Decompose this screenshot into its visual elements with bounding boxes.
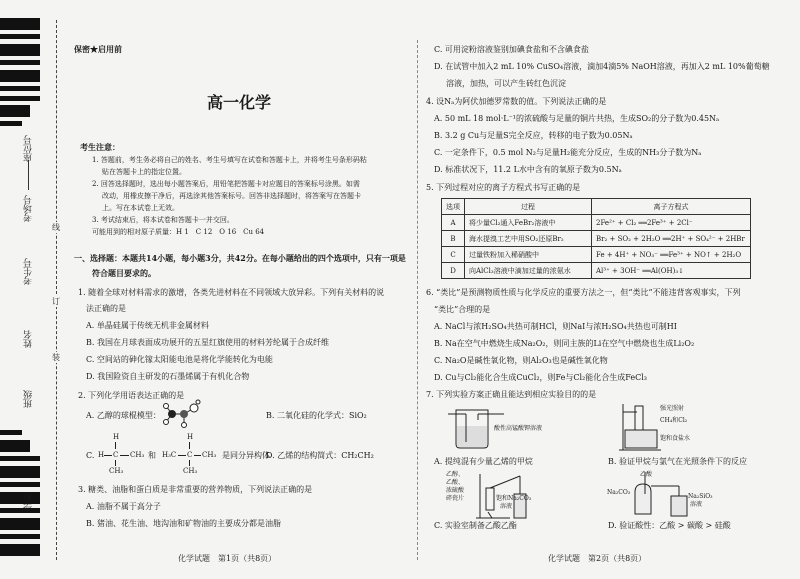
figure-c-label: 乙醇、 xyxy=(446,471,465,478)
table-cell: C xyxy=(442,247,465,263)
struct1-h-left: H xyxy=(98,451,105,459)
struct1-ch3-right: CH₃ xyxy=(130,451,145,459)
room-label: 考场号 xyxy=(24,195,34,222)
struct1-c: C xyxy=(113,451,119,459)
table-cell: 海水提溴工艺中用SO₂还原Br₂ xyxy=(465,231,592,247)
seat-label: 座位号 xyxy=(24,135,34,162)
struct2-c: C xyxy=(187,451,193,459)
q7-stem: 7. 下列实验方案正确且能达到相应实验目的的是 xyxy=(426,390,597,399)
struct2-bonds xyxy=(189,442,190,449)
q2-option-a: A. 乙醇的球棍模型： xyxy=(86,411,161,420)
table-header: 过程 xyxy=(465,199,592,215)
q4-option-b: B. 3.2 g Cu与足量S完全反应，转移的电子数为0.05Nₐ xyxy=(434,131,633,140)
atomic-mass: 可能用到的相对原子质量：H 1 C 12 O 16 Cu 64 xyxy=(92,228,265,236)
struct2-h-top: H xyxy=(187,433,194,441)
notice-line: 2. 回答选择题时，选出每小题答案后，用铅笔把答题卡对应题目的答案标号涂黑。如需 xyxy=(92,180,360,188)
section-heading: 一、选择题：本题共14小题，每小题3分，共42分。在每小题给出的四个选项中，只有一项是 xyxy=(74,253,406,263)
secret-label: 保密★启用前 xyxy=(74,44,122,54)
figure-b-light: 强光照射 xyxy=(660,405,685,412)
struct1-bonds xyxy=(115,442,116,449)
figure-d-label: Na₂SiO₃ xyxy=(688,493,713,500)
table-cell: Fe + 4H⁺ + NO₃⁻ ══Fe³⁺ + NO↑ + 2H₂O xyxy=(592,247,751,263)
q3-option-d-2: 溶液，加热，可以产生砖红色沉淀 xyxy=(446,79,566,88)
bind-mark-install: 装 xyxy=(52,353,60,362)
figure-d-label: 乙酸 xyxy=(640,471,653,478)
struct1-bonds xyxy=(120,455,129,456)
q2-option-c-tail: 是同分异构体 xyxy=(222,451,270,460)
table-row xyxy=(442,231,751,247)
figure-d-label: 溶液 xyxy=(690,501,703,508)
q3-stem: 3. 糖类、油脂和蛋白质是非常重要的营养物质，下列说法正确的是 xyxy=(78,485,313,494)
q6-stem: 6. “类比”是预测物质性质与化学反应的重要方法之一，但“类比”不能违背客观事实，下列 xyxy=(426,288,741,297)
q6-stem-2: “类比”合理的是 xyxy=(434,305,491,314)
q1-option-a: A. 单晶硅属于传统无机非金属材料 xyxy=(86,321,209,330)
q3-option-c: C. 可用淀粉溶液鉴别加碘食盐和不含碘食盐 xyxy=(434,45,589,54)
table-cell: 2Fe²⁺ + Cl₂ ══2Fe³⁺ + 2Cl⁻ xyxy=(592,215,751,231)
q3-option-b: B. 猪油、花生油、地沟油和矿物油的主要成分都是油脂 xyxy=(86,519,281,528)
figure-c-label: 溶液 xyxy=(500,503,513,510)
q2-option-c-label: C. xyxy=(86,451,95,460)
struct2-ch3-right: CH₃ xyxy=(202,451,217,459)
figure-c-label: 饱和Na₂CO₃ xyxy=(496,495,532,502)
bind-mark-line: 线 xyxy=(52,223,60,232)
q2-and: 和 xyxy=(148,451,156,460)
q1-stem-2: 法正确的是 xyxy=(86,304,126,313)
ethanol-ball-stick-model xyxy=(162,398,202,430)
name-label: 姓名 xyxy=(24,330,34,348)
q6-option-a: A. NaCl与浓H₂SO₄共热可制HCl，则NaI与浓H₂SO₄共热也可制HI xyxy=(434,322,677,331)
section-heading-2: 符合题目要求的。 xyxy=(92,268,156,278)
q2-option-d: D. 乙烯的结构简式：CH₂CH₂ xyxy=(266,451,374,460)
candidate-label: 考生号 xyxy=(24,258,34,285)
figure-c-label: 乙酸、 xyxy=(446,479,465,486)
table-row xyxy=(442,215,751,231)
table-cell: B xyxy=(442,231,465,247)
table-header: 离子方程式 xyxy=(592,199,751,215)
q1-option-b: B. 我国在月球表面成功展开的五星红旗使用的材料芳纶属于合成纤维 xyxy=(86,338,329,347)
struct1-bonds xyxy=(115,460,116,466)
table-cell: Br₂ + SO₂ + 2H₂O ══2H⁺ + SO₄²⁻ + 2HBr xyxy=(592,231,751,247)
notice-line: 上。写在本试卷上无效。 xyxy=(102,204,179,212)
q6-option-c: C. Na₂O是碱性氧化物，则Al₂O₃也是碱性氧化物 xyxy=(434,356,608,365)
q4-stem: 4. 设Nₐ为阿伏加德罗常数的值。下列说法正确的是 xyxy=(426,97,607,106)
q4-option-a: A. 50 mL 18 mol·L⁻¹的浓硫酸与足量的铜片共热，生成SO₂的分子数为0.45Nₐ xyxy=(434,114,720,123)
notice-line: 3. 考试结束后，将本试卷和答题卡一并交回。 xyxy=(92,216,234,224)
figure-b-chlorination xyxy=(615,398,665,452)
struct2-h3c: H₃C xyxy=(162,451,177,459)
table-row xyxy=(442,263,751,279)
class-label: 班级 xyxy=(24,390,34,408)
q5-stem: 5. 下列过程对应的离子方程式书写正确的是 xyxy=(426,183,581,192)
q3-option-a: A. 油脂不属于高分子 xyxy=(86,502,161,511)
figure-c-label: 碎瓷片 xyxy=(446,495,465,502)
q6-option-d: D. Cu与Cl₂能化合生成CuCl₂，则Fe与Cl₂能化合生成FeCl₃ xyxy=(434,373,648,382)
school-label: 学校 xyxy=(24,492,34,510)
q1-option-c: C. 空间站的砷化镓太阳能电池是将化学能转化为电能 xyxy=(86,355,273,364)
struct2-bonds xyxy=(178,455,186,456)
figure-d-label: Na₂CO₃ xyxy=(607,489,631,496)
table-cell: 向AlCl₃溶液中滴加过量的浓氨水 xyxy=(465,263,592,279)
page-title: 高一化学 xyxy=(207,93,272,112)
binding-line xyxy=(56,20,57,560)
struct1-ch3-bottom: CH₃ xyxy=(109,467,124,475)
q3-option-d: D. 在试管中加入2 mL 10% CuSO₄溶液，滴加4滴5% NaOH溶液，再加入2 mL 10%葡萄糖 xyxy=(434,62,770,71)
ion-equation-table xyxy=(441,198,751,279)
table-cell: D xyxy=(442,263,465,279)
footer-right: 化学试题 第2页（共8页） xyxy=(548,554,647,563)
q6-option-b: B. Na在空气中燃烧生成Na₂O₂，则同主族的Li在空气中燃烧也生成Li₂O₂ xyxy=(434,339,695,348)
q2-stem: 2. 下列化学用语表达正确的是 xyxy=(78,391,185,400)
figure-c-label: 浓硫酸 xyxy=(446,487,465,494)
q2-option-b: B. 二氧化硅的化学式：SiO₂ xyxy=(266,411,367,420)
q4-option-c: C. 一定条件下，0.5 mol N₂与足量H₂能充分反应，生成的NH₃分子数为Nₐ xyxy=(434,148,702,157)
seat-line xyxy=(28,160,29,190)
table-cell: A xyxy=(442,215,465,231)
figure-a-label: 酸性高锰酸钾溶液 xyxy=(494,425,543,432)
struct2-ch3-bottom: CH₃ xyxy=(183,467,198,475)
q7-option-c: C. 实验室制备乙酸乙酯 xyxy=(434,521,517,530)
notice-line: 贴在答题卡上的指定位置。 xyxy=(102,168,186,176)
table-row xyxy=(442,247,751,263)
table-header: 选项 xyxy=(442,199,465,215)
notice-line: 1. 答题前，考生务必将自己的姓名、考生号填写在试卷和答题卡上，并将考生号条形码粘 xyxy=(92,156,367,164)
figure-b-gas: CH₄和Cl₂ xyxy=(660,417,688,424)
struct2-bonds xyxy=(194,455,201,456)
table-cell: 过量铁粉加入稀硝酸中 xyxy=(465,247,592,263)
struct1-bonds xyxy=(104,455,112,456)
q7-option-a: A. 提纯混有少量乙烯的甲烷 xyxy=(434,457,533,466)
q1-stem: 1. 随着全球对材料需求的激增，各类先进材料在不同领域大放异彩。下列有关材料的说 xyxy=(78,288,385,297)
notice-line: 改动，用橡皮擦干净后，再选涂其他答案标号。回答非选择题时，将答案写在答题卡 xyxy=(102,192,361,200)
table-cell: 将少量Cl₂通入FeBr₂溶液中 xyxy=(465,215,592,231)
q4-option-d: D. 标准状况下，11.2 L水中含有的氧原子数为0.5Nₐ xyxy=(434,165,622,174)
q1-option-d: D. 我国险资自主研发的石墨烯属于有机化合物 xyxy=(86,372,250,381)
q7-option-d: D. 验证酸性：乙酸 > 碳酸 > 硅酸 xyxy=(608,521,731,530)
bind-mark-order: 订 xyxy=(52,297,60,306)
struct1-h-top: H xyxy=(113,433,120,441)
page-divider xyxy=(417,40,418,560)
struct2-bonds xyxy=(189,460,190,466)
footer-left: 化学试题 第1页（共8页） xyxy=(178,554,277,563)
notice-heading: 考生注意： xyxy=(80,142,120,152)
table-cell: Al³⁺ + 3OH⁻ ══Al(OH)₃↓ xyxy=(592,263,751,279)
q7-option-b: B. 验证甲烷与氯气在光照条件下的反应 xyxy=(608,457,747,466)
figure-b-brine: 饱和食盐水 xyxy=(660,435,691,442)
